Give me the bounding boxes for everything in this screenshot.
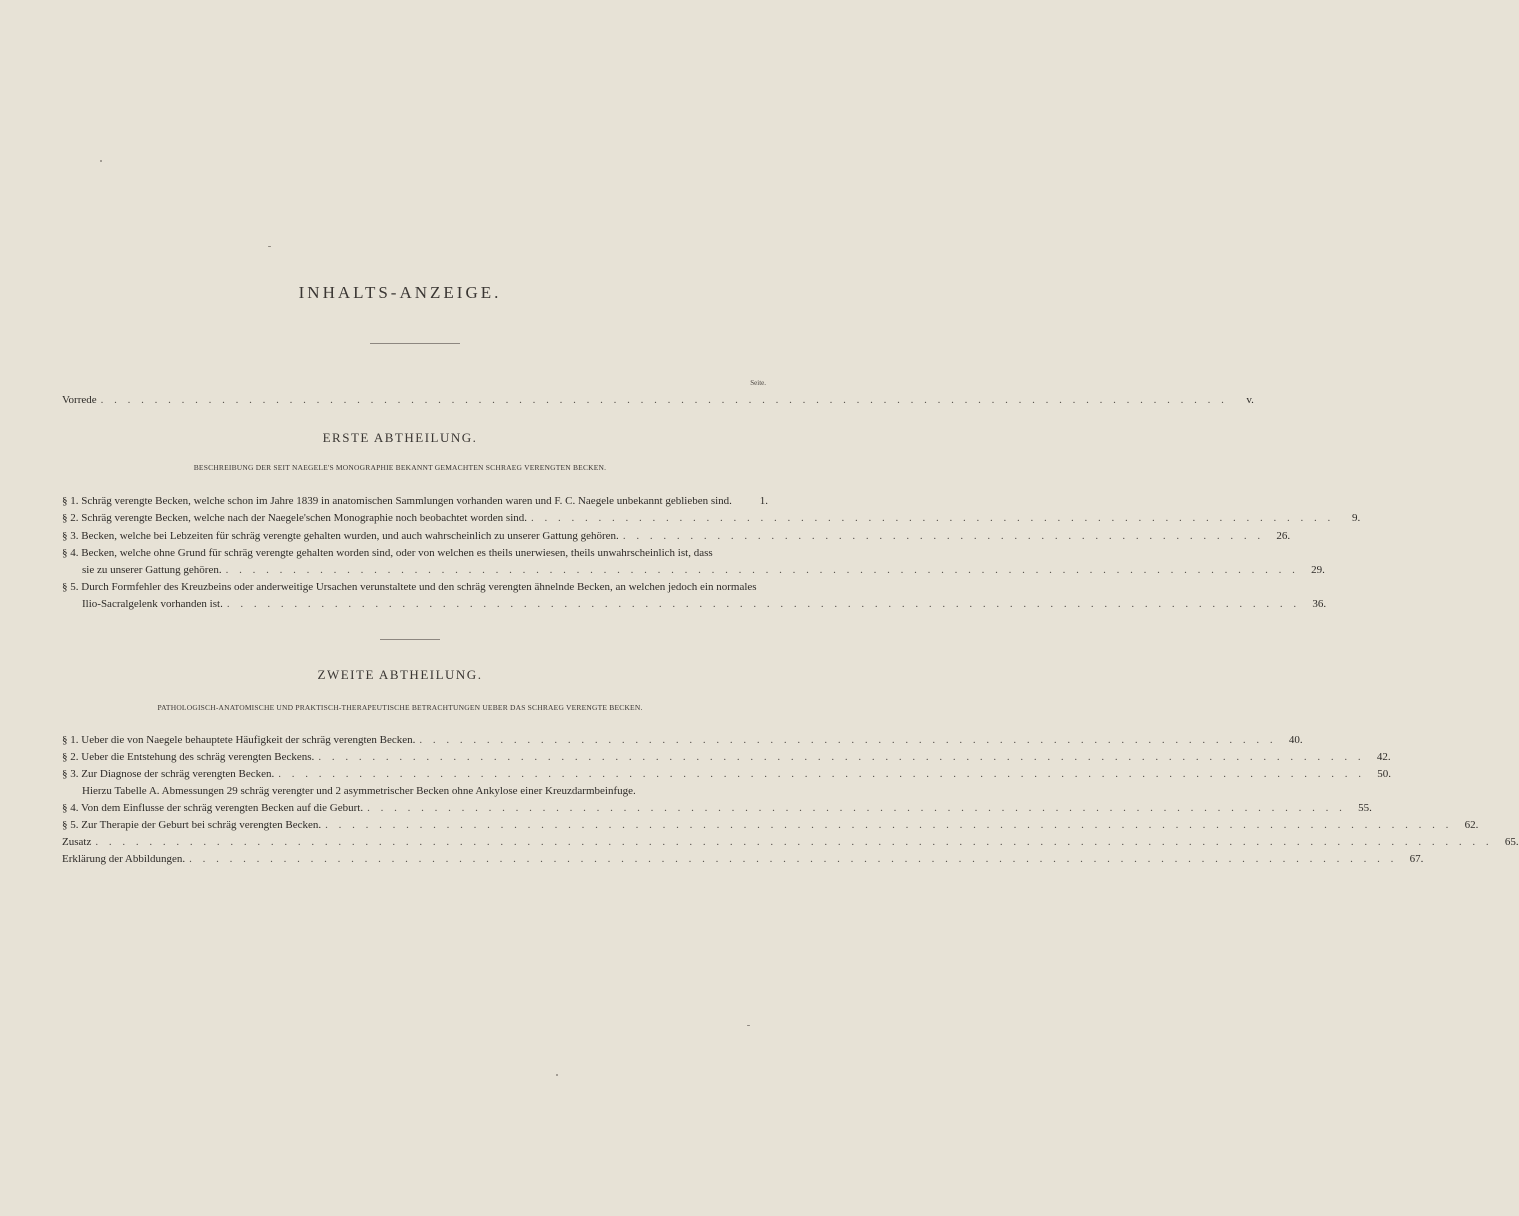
toc-entry-text: § 1. Ueber die von Naegele behauptete Häufigkeit der schräg verengten Becken. xyxy=(62,734,416,746)
toc-entry xyxy=(62,835,1519,849)
toc-entry-text: § 4. Becken, welche ohne Grund für schräg verengte gehalten worden sind, oder von welchen es theils unerwiesen, theils unwahrscheinlich ist, dass xyxy=(62,547,713,559)
page-column-label: Seite. xyxy=(750,379,766,387)
toc-entry xyxy=(62,767,1392,781)
toc-entry-text: § 2. Ueber die Entstehung des schräg verengten Beckens. xyxy=(62,751,315,763)
toc-page-number: 42. xyxy=(1376,751,1391,763)
toc-entry-text: Hierzu Tabelle A. Abmessungen 29 schräg verengter und 2 asymmetrischer Becken ohne Ankylose einer Kreuzdarmbeinfuge. xyxy=(82,785,636,797)
toc-page-number: v. xyxy=(1246,394,1254,406)
toc-entry-vorrede xyxy=(62,393,1254,407)
toc-entry xyxy=(62,546,768,560)
toc-entry xyxy=(62,511,1361,525)
toc-entry-text: § 2. Schräg verengte Becken, welche nach der Naegele'schen Monographie noch beobachtet worden sind. xyxy=(62,512,528,524)
toc-page-number: 67. xyxy=(1409,853,1424,865)
toc-page-number: 65. xyxy=(1504,836,1519,848)
toc-entry-continuation xyxy=(82,597,1327,611)
toc-entry-text: § 1. Schräg verengte Becken, welche schon im Jahre 1839 in anatomischen Sammlungen vorhanden waren und F. C. Naegele unbekannt geblieben sind. xyxy=(62,495,732,507)
section-divider xyxy=(380,639,440,640)
paper-speck xyxy=(268,246,271,247)
leader-dots: . . . . . . . . . . . . . . . . . . . . . . . . . . . . . . . . . . . . . . . . . . . . . . . . . . . . . . . . . . . . . . . . . . . . . . . . . . . . . . . . . . . . xyxy=(100,394,1228,406)
leader-dots: . . . . . . . . . . . . . . . . . . . . . . . . . . . . . . . . . . . . . . . . . . . . . . . . . . . . . . . . . . . . . . . . . . . . . . . . . . . . . . . . xyxy=(225,564,1299,576)
toc-entry-text: sie zu unserer Gattung gehören. xyxy=(82,564,222,576)
paper-speck xyxy=(556,1074,558,1076)
toc-entry-text: § 3. Becken, welche bei Lebzeiten für schräg verengte gehalten wurden, und auch wahrscheinlich zu unserer Gattung gehören. xyxy=(62,530,619,542)
toc-entry-text: Zusatz xyxy=(62,836,92,848)
toc-entry xyxy=(62,529,1291,543)
page-title: INHALTS-ANZEIGE. xyxy=(298,283,502,302)
toc-page-number: 55. xyxy=(1358,802,1372,814)
leader-dots: . . . . . . . . . . . . . . . . . . . . . . . . . . . . . . . . . . . . . . . . . . . . . . . . . . . . . . . . . . . . . . . . . . . . . . . . . . . . . . . . . . . . . . . . . . . . . . . . . . . . . . . . xyxy=(95,836,1493,848)
toc-entry-text: Vorrede xyxy=(62,394,97,406)
title-divider xyxy=(370,343,460,344)
leader-dots: . . . . . . . . . . . . . . . . . . . . . . . . . . . . . . . . . . . . . . . . . . . . . . . . . . . . . . . . . . . . . . . . . . . . . . . . . . . . . . xyxy=(318,751,1365,763)
section-subtitle-part2: PATHOLOGISCH-ANATOMISCHE UND PRAKTISCH-THERAPEUTISCHE BETRACHTUNGEN UEBER DAS SCHRAEG VERENGTE BECKEN. xyxy=(157,703,643,712)
section-subtitle-part1: BESCHREIBUNG DER SEIT NAEGELE'S MONOGRAPHIE BEKANNT GEMACHTEN SCHRAEG VERENGTEN BECKEN. xyxy=(193,463,607,472)
toc-page-number: 50. xyxy=(1377,768,1392,780)
paper-speck xyxy=(100,160,102,162)
section-title-part1: ERSTE ABTHEILUNG. xyxy=(322,430,478,445)
toc-entry-text: Ilio-Sacralgelenk vorhanden ist. xyxy=(82,598,223,610)
toc-page-number: 1. xyxy=(759,495,768,507)
toc-entry-text: Erklärung der Abbildungen. xyxy=(62,853,186,865)
toc-entry-text: § 5. Zur Therapie der Geburt bei schräg verengten Becken. xyxy=(62,819,322,831)
section-title-part2: ZWEITE ABTHEILUNG. xyxy=(317,667,483,682)
leader-dots: . . . . . . . . . . . . . . . . . . . . . . . . . . . . . . . . . . . . . . . . . . . . . . . . . . . . . . . . . . . . xyxy=(531,512,1335,524)
toc-entry-text: § 5. Durch Formfehler des Kreuzbeins oder anderweitige Ursachen verunstaltete und den schräg verengten ähnelnde Becken, an welchen jedoch ein normales xyxy=(62,581,757,593)
leader-dots: . . . . . . . . . . . . . . . . . . . . . . . . . . . . . . . . . . . . . . . . . . . . . . . . . . . . . . . . . . . . . . . . . . . . . . . . . . . . . . . . . xyxy=(278,768,1366,780)
toc-page-number: 29. xyxy=(1311,564,1325,576)
toc-entry xyxy=(62,818,1479,832)
toc-entry xyxy=(62,494,768,508)
leader-dots: . . . . . . . . . . . . . . . . . . . . . . . . . . . . . . . . . . . . . . . . . . . . . . . . . . . . . . . . . . . . . . . . . . . . . . . . . . . . . . . . . . . . . . . . . . xyxy=(189,853,1398,865)
toc-entry-text: § 3. Zur Diagnose der schräg verengten Becken. xyxy=(62,768,275,780)
toc-page-number: 36. xyxy=(1312,598,1327,610)
toc-entry xyxy=(62,733,1303,747)
toc-entry-note xyxy=(82,784,768,798)
toc-page-number: 9. xyxy=(1352,512,1361,524)
toc-page-number: 26. xyxy=(1276,530,1291,542)
toc-entry xyxy=(62,750,1391,764)
leader-dots: . . . . . . . . . . . . . . . . . . . . . . . . . . . . . . . . . . . . . . . . . . . . . . . . . . . . . . . . . . . . . . . . xyxy=(419,734,1277,746)
leader-dots: . . . . . . . . . . . . . . . . . . . . . . . . . . . . . . . . . . . . . . . . . . . . . . . . . . . . . . . . . . . . . . . . . . . . . . . . . . . . . . . . xyxy=(226,598,1301,610)
toc-entry-continuation xyxy=(82,563,1325,577)
toc-page-number: 40. xyxy=(1288,734,1303,746)
toc-entry xyxy=(62,801,1372,815)
toc-entry xyxy=(62,852,1424,866)
toc-page-number: 62. xyxy=(1464,819,1479,831)
toc-entry-text: § 4. Von dem Einflusse der schräg verengten Becken auf die Geburt. xyxy=(62,802,364,814)
toc-entry xyxy=(62,580,768,594)
leader-dots: . . . . . . . . . . . . . . . . . . . . . . . . . . . . . . . . . . . . . . . . . . . . . . . . . . . . . . . . . . . . . . . . . . . . . . . . . xyxy=(367,802,1346,814)
leader-dots: . . . . . . . . . . . . . . . . . . . . . . . . . . . . . . . . . . . . . . . . . . . . . . . . xyxy=(622,530,1265,542)
leader-dots: . . . . . . . . . . . . . . . . . . . . . . . . . . . . . . . . . . . . . . . . . . . . . . . . . . . . . . . . . . . . . . . . . . . . . . . . . . . . . . . . . . . . xyxy=(325,819,1453,831)
paper-speck xyxy=(747,1025,750,1026)
